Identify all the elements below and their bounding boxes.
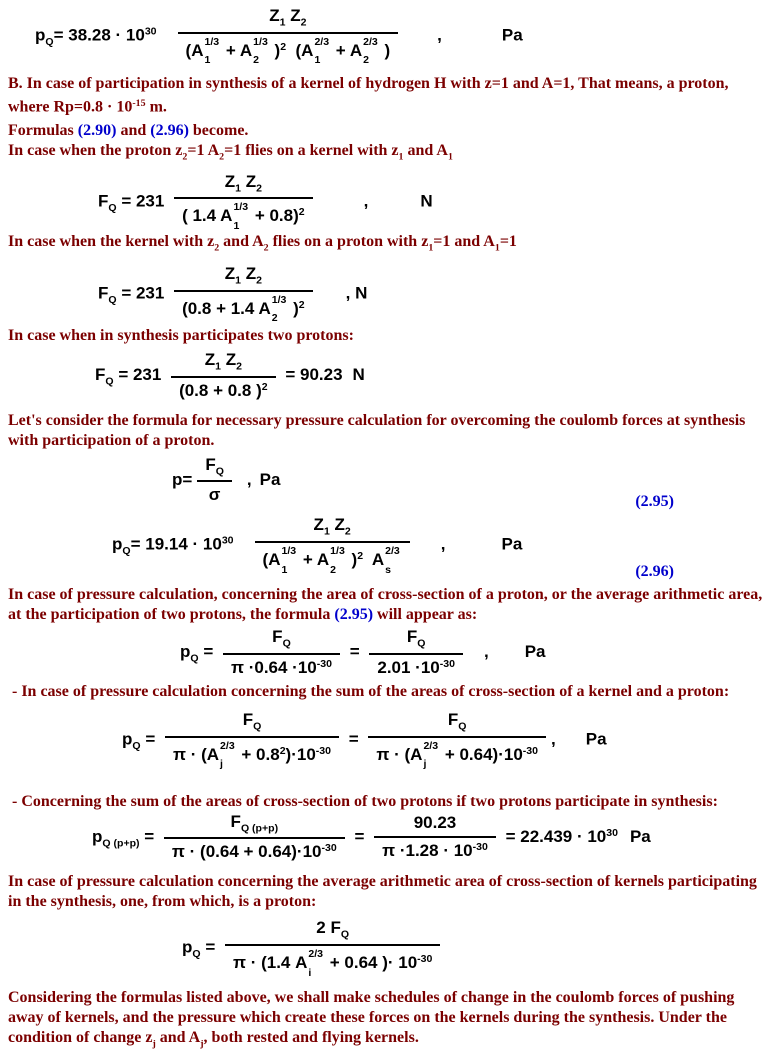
equation-row-296 <box>0 515 778 581</box>
formula-fq-kernel-on-proton: $F_Q = 231$ $Z_1$ $Z_2$ (0.8 + 1.4 A 1/3 2 )$^2$ , N <box>98 264 368 325</box>
formula-fq-proton-on-kernel: $F_Q = 231$ $Z_1$ $Z_2$ ( 1.4 A 1/3 1 + 0.8)$^2$ , N <box>98 171 433 233</box>
formula-fq-two-protons: $F_Q = 231$ $\frac{Z_1 Z_2}{(0.8 + 0.8 )^2}$ = 90.23 N <box>95 349 365 400</box>
formula-pq-two-protons-area: $p_Q$ = $\frac{F_Q}{\pi \cdot 0.64 \cdot 10^{-30}}$ = $\frac{F_Q}{2.01 \cdot 10^{-30}}$ , Pa <box>180 627 546 677</box>
formula-pq-general: $p_Q= 38.28 \cdot 10^{30}$ $Z_1$ $Z_2$ (A 1/3 1 + A 1/3 2 )$^2$ (A 2/3 1 + A 2/3 2 ) , Pa <box>35 6 523 67</box>
page <box>0 6 778 1056</box>
paragraph-conclusion: Considering the formulas listed above, we shall make schedules of change in the coulomb forces of pushing away of kernels, and the pressure which create these forces on the kernels during the synthesis. Under the condition of change $z_j$ and $A_j$, both rested and flying kernels. <box>8 989 739 1050</box>
formula-pq-proton-proton: $p_{Q (p+p)}$ = $\frac{F_{Q (p+p)}}{\pi \cdot (0.64 + 0.64)\cdot 10^{-30}}$ = $\frac{90.23}{\pi \cdot 1.28 \cdot 10^{-30}}$ = $22.439 \cdot 10^{30}$ Pa <box>92 811 651 862</box>
paragraph-two-protons: In case when in synthesis participates two protons: <box>8 326 354 344</box>
paragraph-average-area: In case of pressure calculation concerning the average arithmetic area of cross-section of kernels participating in the synthesis, one, from which, is a proton: <box>8 873 761 911</box>
formula-p-sigma: p= $\frac{F_Q}{\sigma}$ , Pa <box>172 454 281 505</box>
paragraph-lets-consider: Let's consider the formula for necessary pressure calculation for overcoming the coulomb forces at synthesis with participation of a proton. <box>8 411 750 449</box>
paragraph-case-b: B. In case of participation in synthesis of a kernel of hydrogen H with z=1 and A=1, That means, a proton, where $Rp=0.8 \cdot 10^{-15}$ m. <box>8 74 733 116</box>
paragraph-sum-two-protons: - Concerning the sum of the areas of cross-section of two protons if two protons participate in synthesis: <box>8 792 718 810</box>
formula-pq-kernel-proton-area: $p_Q$ = $F_Q$ π · (A 2/3 j + $0.8^2)\cdot 10^{-30}$ = $F_Q$ π · (A 2/3 j + $0.64)\cdot 10^{-30}$ , Pa <box>122 709 607 771</box>
paragraph-proton-flies: In case when the proton $z_2=1$ $A_2=1$ flies on a kernel with $z_1$ and $A_1$ <box>8 142 453 163</box>
paragraph-kernel-flies: In case when the kernel with $z_2$ and $A_2$ flies on a proton with $z_1=1$ and $A_1=1$ <box>8 232 517 254</box>
paragraph-pressure-proton-area: In case of pressure calculation, concerning the area of cross-section of a proton, or the average arithmetic area, at the participation of two protons, the formula (2.95) will appear as: <box>8 586 767 624</box>
equation-row-295 <box>0 454 778 511</box>
equation-label-295: (2.95) <box>635 493 674 511</box>
equation-label-296: (2.96) <box>635 563 674 581</box>
paragraph-sum-kernel-proton: - In case of pressure calculation concerning the sum of the areas of cross-section of a kernel and a proton: <box>8 682 730 700</box>
formula-pq-296: $p_Q= 19.14 \cdot 10^{30}$ $Z_1$ $Z_2$ (A 1/3 1 + A 1/3 2 )$^2$ A 2/3 s , Pa <box>112 515 523 576</box>
paragraph-formulas-become: Formulas (2.90) and (2.96) become. <box>8 122 249 140</box>
formula-pq-average-area: $p_Q$ = 2 $F_Q$ π · (1.4 A 2/3 i + 0.64 )· $10^{-30}$ <box>0 918 778 978</box>
